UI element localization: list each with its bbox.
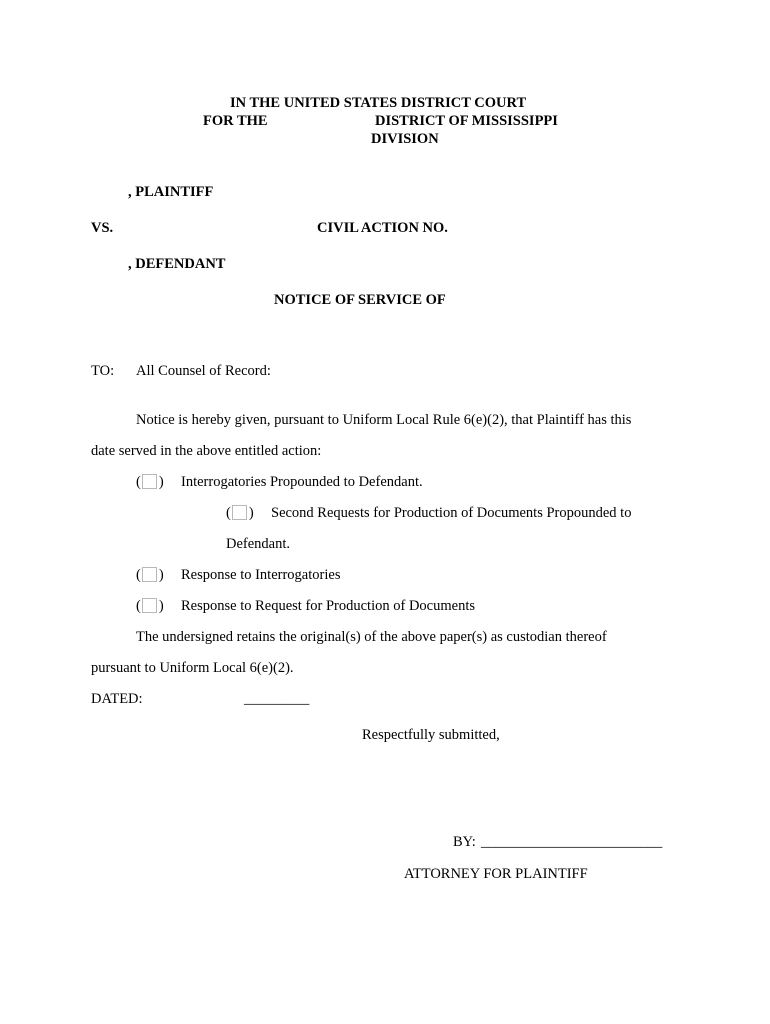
option-response-interrogatories-label: Response to Interrogatories xyxy=(181,567,341,583)
second-requests-checkbox[interactable] xyxy=(232,505,247,520)
intro-line-1: Notice is hereby given, pursuant to Uniform Local Rule 6(e)(2), that Plaintiff has this xyxy=(136,412,632,428)
option-second-requests xyxy=(226,504,254,522)
vs-label: VS. xyxy=(91,220,114,236)
option-response-production-label: Response to Request for Production of Documents xyxy=(181,598,475,614)
for-the-label: FOR THE xyxy=(203,113,268,129)
dated-label: DATED: xyxy=(91,691,143,707)
by-label: BY: xyxy=(453,834,476,850)
intro-line-2: date served in the above entitled action: xyxy=(91,443,322,459)
court-heading: IN THE UNITED STATES DISTRICT COURT xyxy=(230,95,527,111)
interrogatories-checkbox[interactable] xyxy=(142,474,157,489)
dated-blank[interactable]: _________ xyxy=(244,691,310,707)
civil-action-label: CIVIL ACTION NO. xyxy=(317,220,448,236)
option-interrogatories-label: Interrogatories Propounded to Defendant. xyxy=(181,474,423,490)
close-paren: ) xyxy=(158,567,164,583)
open-paren: ( xyxy=(136,567,141,583)
response-interrogatories-checkbox[interactable] xyxy=(142,567,157,582)
close-paren: ) xyxy=(158,598,164,614)
open-paren: ( xyxy=(136,474,141,490)
response-production-checkbox[interactable] xyxy=(142,598,157,613)
option-response-interrogatories xyxy=(136,566,164,584)
custodian-line-2: pursuant to Uniform Local 6(e)(2). xyxy=(91,660,294,676)
to-recipient: All Counsel of Record: xyxy=(136,363,271,379)
division-label: DIVISION xyxy=(371,131,439,147)
custodian-line-1: The undersigned retains the original(s) of the above paper(s) as custodian thereof xyxy=(136,629,607,645)
plaintiff-label: , PLAINTIFF xyxy=(128,184,214,200)
closing-text: Respectfully submitted, xyxy=(362,727,500,743)
option-response-production xyxy=(136,597,164,615)
close-paren: ) xyxy=(248,505,254,521)
open-paren: ( xyxy=(226,505,231,521)
district-label: DISTRICT OF MISSISSIPPI xyxy=(375,113,558,129)
option-second-requests-label: Second Requests for Production of Documents Propounded to xyxy=(271,505,632,521)
defendant-label: , DEFENDANT xyxy=(128,256,226,272)
open-paren: ( xyxy=(136,598,141,614)
to-label: TO: xyxy=(91,363,115,379)
notice-title: NOTICE OF SERVICE OF xyxy=(274,292,446,308)
attorney-label: ATTORNEY FOR PLAINTIFF xyxy=(404,866,588,882)
option-interrogatories xyxy=(136,473,164,491)
close-paren: ) xyxy=(158,474,164,490)
signature-blank[interactable]: _________________________ xyxy=(481,834,663,850)
option-second-requests-continuation: Defendant. xyxy=(226,536,291,552)
